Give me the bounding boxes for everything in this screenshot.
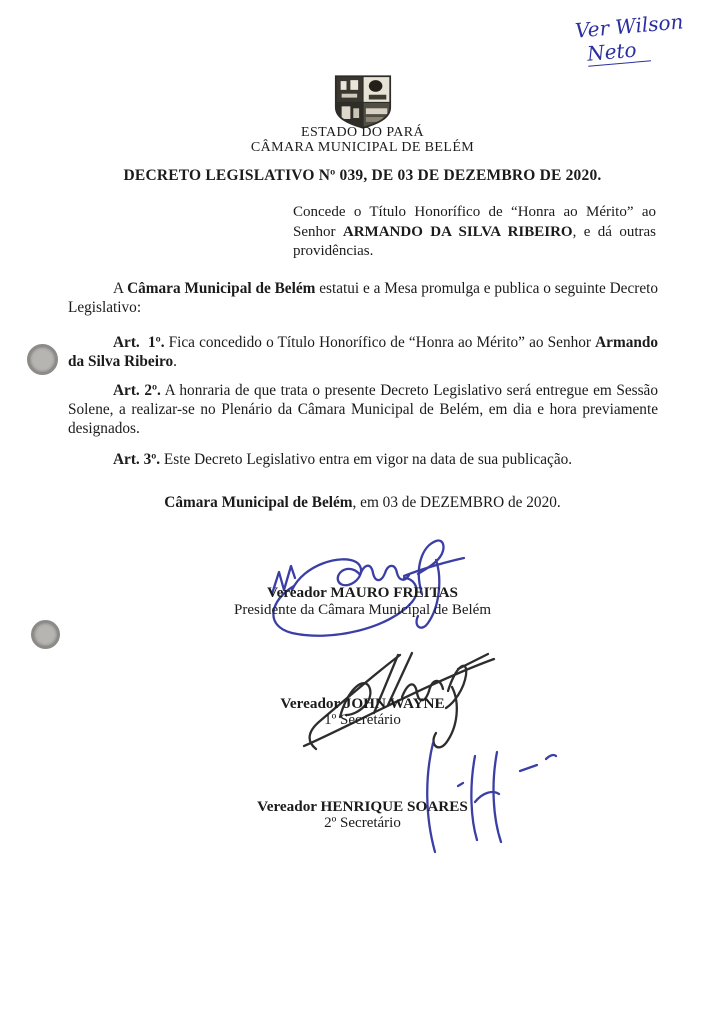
article-2-text: A honraria de que trata o presente Decreto Legislativo será entregue em Sessão Solene, a realizar-se no Plenário da Câmara Municipal de Belém, em dia e hora previamente designados. — [68, 382, 658, 437]
article-3 — [68, 450, 658, 469]
article-1-honoree: Armando da Silva Ribeiro — [68, 334, 658, 370]
signatory-role: 2º Secretário — [324, 815, 401, 831]
article-2 — [68, 381, 658, 438]
ementa-pre: Concede o Título Honorífico de “Honra ao Mérito” ao Senhor — [293, 204, 656, 240]
decree-title: DECRETO LEGISLATIVO Nº 039, DE 03 DE DEZEMBRO DE 2020. — [123, 167, 602, 184]
hole-punch — [31, 620, 60, 649]
signatory-role: 1º Secretário — [324, 712, 401, 728]
handwritten-note-line1: Ver Wilson — [574, 9, 685, 43]
signatory-name: Vereador JOHN WAYNE — [280, 695, 445, 712]
article-1-label: Art. 1º. — [113, 334, 165, 351]
article-1-end: . — [173, 353, 177, 370]
header-state: ESTADO DO PARÁ — [301, 125, 424, 140]
handwritten-note-line2: Neto — [586, 36, 651, 66]
hole-punch — [27, 344, 58, 375]
ementa-paragraph — [293, 203, 656, 262]
institution-name: Câmara Municipal de Belém — [127, 280, 316, 297]
preamble-post: estatui e a Mesa promulga e publica o seguinte Decreto Legislativo: — [68, 280, 659, 316]
article-1 — [68, 333, 658, 371]
signatory-name: Vereador HENRIQUE SOARES — [257, 798, 468, 815]
signatory-role: Presidente da Câmara Municipal de Belém — [234, 602, 491, 618]
preamble-pre: A — [113, 280, 128, 297]
article-1-text: Fica concedido o Título Honorífico de “Honra ao Mérito” ao Senhor — [164, 334, 596, 351]
date-line — [0, 494, 725, 512]
preamble-paragraph — [68, 279, 658, 317]
date-line-date: , em 03 de DEZEMBRO de 2020. — [352, 494, 561, 511]
ementa-post: , e dá outras providências. — [293, 223, 656, 259]
handwritten-note — [574, 9, 686, 67]
article-3-label: Art. 3º. — [113, 451, 161, 468]
coat-of-arms-icon — [329, 73, 397, 130]
date-line-institution: Câmara Municipal de Belém — [164, 494, 353, 511]
honoree-name: ARMANDO DA SILVA RIBEIRO — [342, 223, 573, 240]
article-3-text: Este Decreto Legislativo entra em vigor na data de sua publicação. — [160, 451, 573, 468]
article-2-label: Art. 2º. — [113, 382, 161, 399]
signatory-name: Vereador MAURO FREITAS — [267, 584, 458, 601]
header-institution: CÂMARA MUNICIPAL DE BELÉM — [250, 140, 475, 155]
